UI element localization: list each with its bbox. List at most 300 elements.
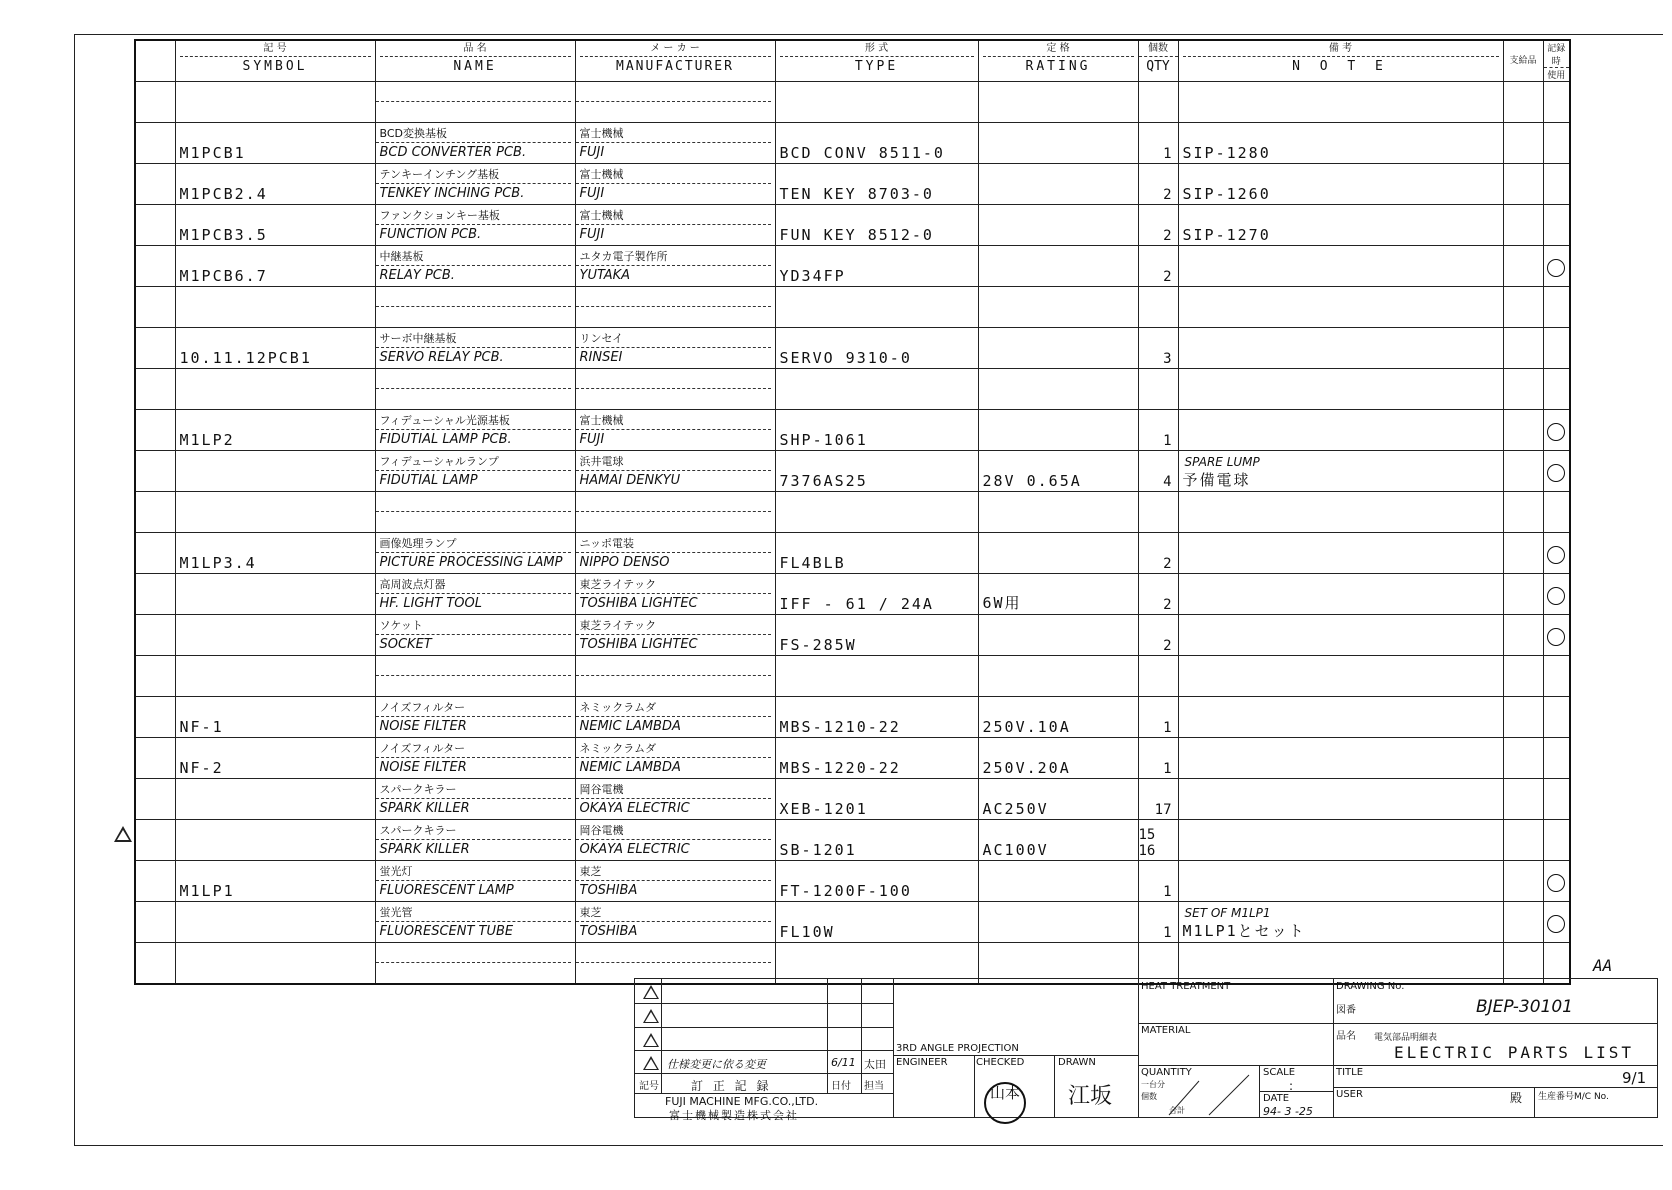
supply-cell <box>1503 492 1543 533</box>
symbol-cell <box>175 820 375 861</box>
row-index-cell <box>135 164 175 205</box>
record-cell <box>1543 451 1570 492</box>
qty-cell <box>1138 369 1178 410</box>
name-cell: ソケット SOCKET <box>375 615 575 656</box>
rating-cell <box>978 164 1138 205</box>
name-cell: スパークキラー SPARK KILLER <box>375 779 575 820</box>
manufacturer-cell <box>575 492 775 533</box>
type-cell <box>775 656 978 697</box>
header-supply: 支給品 <box>1503 40 1543 82</box>
supply-cell <box>1503 123 1543 164</box>
symbol-cell: NF-2 <box>175 738 375 779</box>
note-cell <box>1178 697 1503 738</box>
parts-table <box>134 39 1571 985</box>
header-rating: 定 格 RATING <box>978 40 1138 82</box>
supply-cell <box>1503 533 1543 574</box>
table-row <box>135 451 1570 492</box>
drawing-no-label: DRAWING No. <box>1336 981 1405 992</box>
rating-cell <box>978 615 1138 656</box>
record-cell <box>1543 123 1570 164</box>
row-index-cell <box>135 697 175 738</box>
symbol-cell <box>175 287 375 328</box>
table-row <box>135 82 1570 123</box>
supply-cell <box>1503 738 1543 779</box>
name-jp-label: 品名 <box>1336 1031 1356 1042</box>
manufacturer-cell <box>575 82 775 123</box>
symbol-cell <box>175 82 375 123</box>
row-index-cell <box>135 369 175 410</box>
qty-cell: 2 <box>1138 246 1178 287</box>
record-cell <box>1543 410 1570 451</box>
rev-symbol-label: 記号 <box>639 1081 659 1092</box>
table-row <box>135 656 1570 697</box>
row-index-cell <box>135 861 175 902</box>
symbol-cell: NF-1 <box>175 697 375 738</box>
type-cell: YD34FP <box>775 246 978 287</box>
qty-cell: 2 <box>1138 533 1178 574</box>
type-cell <box>775 287 978 328</box>
note-cell <box>1178 328 1503 369</box>
type-cell: IFF - 61 / 24A <box>775 574 978 615</box>
rating-cell <box>978 902 1138 943</box>
revision-triangle-icon <box>643 1009 659 1023</box>
type-cell: SB-1201 <box>775 820 978 861</box>
qty-cell <box>1138 287 1178 328</box>
qty-cell <box>1138 492 1178 533</box>
header-manufacturer: メ ー カ ー MANUFACTURER <box>575 40 775 82</box>
qty-cell: 1 <box>1138 861 1178 902</box>
record-cell <box>1543 779 1570 820</box>
table-row <box>135 328 1570 369</box>
drawn-label: DRAWN <box>1058 1057 1096 1068</box>
date-label: DATE <box>1263 1093 1290 1104</box>
rating-cell: AC100V <box>978 820 1138 861</box>
type-cell: MBS-1210-22 <box>775 697 978 738</box>
scale-value: : <box>1289 1079 1294 1093</box>
table-row <box>135 410 1570 451</box>
projection-label: 3RD ANGLE PROJECTION <box>896 1043 1019 1054</box>
qty-cell <box>1138 82 1178 123</box>
note-cell <box>1178 82 1503 123</box>
type-cell: SERVO 9310-0 <box>775 328 978 369</box>
revision-triangle-icon <box>643 1056 659 1070</box>
checked-stamp: 山本 <box>984 1082 1026 1124</box>
row-index-cell <box>135 246 175 287</box>
header-qty: 個数 QTY <box>1138 40 1178 82</box>
qty-part-label: 一台分 <box>1141 1080 1165 1089</box>
rating-cell <box>978 287 1138 328</box>
header-symbol: 記 号 SYMBOL <box>175 40 375 82</box>
rating-cell <box>978 123 1138 164</box>
name-cell: 画像処理ランプ PICTURE PROCESSING LAMP <box>375 533 575 574</box>
record-cell <box>1543 533 1570 574</box>
table-row <box>135 123 1570 164</box>
name-cell <box>375 82 575 123</box>
symbol-cell <box>175 656 375 697</box>
name-cell: 蛍光灯 FLUORESCENT LAMP <box>375 861 575 902</box>
record-cell <box>1543 902 1570 943</box>
type-cell: TEN KEY 8703-0 <box>775 164 978 205</box>
supply-cell <box>1503 697 1543 738</box>
engineer-label: ENGINEER <box>896 1057 948 1068</box>
rating-cell <box>978 82 1138 123</box>
revision-block <box>634 978 894 1122</box>
row-index-cell <box>135 410 175 451</box>
supply-cell <box>1503 615 1543 656</box>
qty-cell: 1 <box>1138 123 1178 164</box>
symbol-cell: M1PCB1 <box>175 123 375 164</box>
record-circle-icon <box>1547 587 1565 605</box>
record-cell <box>1543 246 1570 287</box>
qty-cell: 15 16 <box>1138 820 1178 861</box>
note-cell <box>1178 492 1503 533</box>
type-cell <box>775 82 978 123</box>
title-label: TITLE <box>1336 1067 1364 1078</box>
note-cell <box>1178 533 1503 574</box>
manufacturer-cell: 岡谷電機 OKAYA ELECTRIC <box>575 779 775 820</box>
manufacturer-cell: ニッポ電装 NIPPO DENSO <box>575 533 775 574</box>
drawing-no-jp-label: 図番 <box>1336 1005 1356 1016</box>
record-circle-icon <box>1547 464 1565 482</box>
table-row <box>135 492 1570 533</box>
symbol-cell: 10.11.12PCB1 <box>175 328 375 369</box>
symbol-cell: M1PCB2.4 <box>175 164 375 205</box>
note-cell <box>1178 820 1503 861</box>
type-cell <box>775 492 978 533</box>
supply-cell <box>1503 369 1543 410</box>
supply-cell <box>1503 328 1543 369</box>
table-row <box>135 615 1570 656</box>
manufacturer-cell: 富士機械 FUJI <box>575 123 775 164</box>
record-circle-icon <box>1547 546 1565 564</box>
quantity-slash <box>1159 1071 1259 1117</box>
symbol-cell: M1LP1 <box>175 861 375 902</box>
manufacturer-cell <box>575 656 775 697</box>
rating-cell <box>978 656 1138 697</box>
part-list-name-en: ELECTRIC PARTS LIST <box>1394 1043 1635 1062</box>
revision-triangle-icon <box>643 985 659 999</box>
name-cell: フィデューシャル光源基板 FIDUTIAL LAMP PCB. <box>375 410 575 451</box>
record-cell <box>1543 738 1570 779</box>
symbol-cell <box>175 902 375 943</box>
row-index-cell <box>135 615 175 656</box>
note-cell <box>1178 779 1503 820</box>
record-cell <box>1543 328 1570 369</box>
type-cell: FL4BLB <box>775 533 978 574</box>
manufacturer-cell: 東芝ライテック TOSHIBA LIGHTEC <box>575 574 775 615</box>
symbol-cell <box>175 369 375 410</box>
rating-cell: 250V.20A <box>978 738 1138 779</box>
material-label: MATERIAL <box>1141 1025 1191 1036</box>
record-cell <box>1543 861 1570 902</box>
manufacturer-cell: リンセイ RINSEI <box>575 328 775 369</box>
rating-cell <box>978 205 1138 246</box>
supply-cell <box>1503 861 1543 902</box>
user-label: USER <box>1336 1089 1363 1100</box>
rating-cell <box>978 533 1138 574</box>
table-header-row <box>135 40 1570 82</box>
table-row <box>135 861 1570 902</box>
record-cell <box>1543 574 1570 615</box>
record-cell <box>1543 369 1570 410</box>
manufacturer-cell: 富士機械 FUJI <box>575 164 775 205</box>
row-index-cell <box>135 328 175 369</box>
name-cell: フィデューシャルランプ FIDUTIAL LAMP <box>375 451 575 492</box>
qty-jp-label: 個数 <box>1141 1092 1157 1101</box>
record-cell <box>1543 820 1570 861</box>
qty-cell: 2 <box>1138 615 1178 656</box>
rating-cell <box>978 861 1138 902</box>
symbol-cell <box>175 943 375 985</box>
name-cell: テンキーインチング基板 TENKEY INCHING PCB. <box>375 164 575 205</box>
header-type: 形 式 TYPE <box>775 40 978 82</box>
name-cell: 高周波点灯器 HF. LIGHT TOOL <box>375 574 575 615</box>
note-cell: SIP-1270 <box>1178 205 1503 246</box>
table-row <box>135 287 1570 328</box>
manufacturer-cell: 東芝ライテック TOSHIBA LIGHTEC <box>575 615 775 656</box>
name-cell: 蛍光管 FLUORESCENT TUBE <box>375 902 575 943</box>
row-index-cell <box>135 779 175 820</box>
qty-cell: 2 <box>1138 205 1178 246</box>
name-cell: スパークキラー SPARK KILLER <box>375 820 575 861</box>
record-cell <box>1543 205 1570 246</box>
header-name: 品 名 NAME <box>375 40 575 82</box>
qty-cell: 2 <box>1138 164 1178 205</box>
manufacturer-cell: ネミックラムダ NEMIC LAMBDA <box>575 738 775 779</box>
rating-cell <box>978 369 1138 410</box>
name-cell: BCD変換基板 BCD CONVERTER PCB. <box>375 123 575 164</box>
row-index-cell <box>135 943 175 985</box>
heat-treatment-label: HEAT TREATMENT <box>1141 981 1231 992</box>
rating-cell <box>978 328 1138 369</box>
header-blank <box>135 40 175 82</box>
note-cell <box>1178 410 1503 451</box>
record-circle-icon <box>1547 259 1565 277</box>
supply-cell <box>1503 164 1543 205</box>
table-row <box>135 369 1570 410</box>
note-cell: SPARE LUMP 予備電球 <box>1178 451 1503 492</box>
table-row <box>135 738 1570 779</box>
note-cell <box>1178 369 1503 410</box>
type-cell: 7376AS25 <box>775 451 978 492</box>
supply-cell <box>1503 902 1543 943</box>
qty-cell: 2 <box>1138 574 1178 615</box>
table-row <box>135 820 1570 861</box>
qty-cell: 3 <box>1138 328 1178 369</box>
supply-cell <box>1503 574 1543 615</box>
record-cell <box>1543 492 1570 533</box>
initials-mark: AA <box>1593 956 1613 975</box>
note-cell <box>1178 246 1503 287</box>
record-cell <box>1543 164 1570 205</box>
rating-cell: 250V.10A <box>978 697 1138 738</box>
manufacturer-cell: ネミックラムダ NEMIC LAMBDA <box>575 697 775 738</box>
scale-label: SCALE <box>1263 1067 1296 1078</box>
table-row <box>135 779 1570 820</box>
drawing-number: BJEP-30101 <box>1476 997 1573 1017</box>
row-index-cell <box>135 451 175 492</box>
supply-cell <box>1503 779 1543 820</box>
revision-triangle-icon <box>114 826 132 842</box>
type-cell: BCD CONV 8511-0 <box>775 123 978 164</box>
record-circle-icon <box>1547 628 1565 646</box>
rating-cell: AC250V <box>978 779 1138 820</box>
rating-cell <box>978 492 1138 533</box>
record-cell <box>1543 82 1570 123</box>
revision-text: 仕様変更に依る変更 <box>667 1058 766 1071</box>
symbol-cell: M1PCB6.7 <box>175 246 375 287</box>
rev-date-label: 日付 <box>831 1081 851 1092</box>
name-cell <box>375 287 575 328</box>
rating-cell <box>978 410 1138 451</box>
table-row <box>135 164 1570 205</box>
supply-cell <box>1503 656 1543 697</box>
serial-label: 生産番号M/C No. <box>1538 1092 1609 1102</box>
supply-cell <box>1503 451 1543 492</box>
symbol-cell <box>175 615 375 656</box>
row-index-cell <box>135 123 175 164</box>
manufacturer-cell: 富士機械 FUJI <box>575 205 775 246</box>
record-cell <box>1543 287 1570 328</box>
manufacturer-cell: 東芝 TOSHIBA <box>575 902 775 943</box>
row-index-cell <box>135 574 175 615</box>
company-name-en: FUJI MACHINE MFG.CO.,LTD. <box>665 1095 819 1108</box>
record-circle-icon <box>1547 915 1565 933</box>
row-index-cell <box>135 82 175 123</box>
type-cell: XEB-1201 <box>775 779 978 820</box>
row-index-cell <box>135 205 175 246</box>
supply-cell <box>1503 410 1543 451</box>
supply-cell <box>1503 820 1543 861</box>
company-name-jp: 富士機械製造株式会社 <box>669 1109 799 1122</box>
header-record: 記録時 使用 <box>1543 40 1570 82</box>
supply-cell <box>1503 205 1543 246</box>
name-cell: ノイズフィルター NOISE FILTER <box>375 738 575 779</box>
name-cell: 中継基板 RELAY PCB. <box>375 246 575 287</box>
symbol-cell <box>175 574 375 615</box>
record-circle-icon <box>1547 423 1565 441</box>
manufacturer-cell: ユタカ電子製作所 YUTAKA <box>575 246 775 287</box>
manufacturer-cell: 岡谷電機 OKAYA ELECTRIC <box>575 820 775 861</box>
rev-person-label: 担当 <box>864 1081 884 1092</box>
manufacturer-cell <box>575 287 775 328</box>
qty-cell: 1 <box>1138 410 1178 451</box>
type-cell <box>775 369 978 410</box>
table-row <box>135 574 1570 615</box>
drawn-signature: 江坂 <box>1068 1084 1113 1109</box>
revision-by: 太田 <box>864 1058 886 1071</box>
row-index-cell <box>135 287 175 328</box>
supply-cell <box>1503 246 1543 287</box>
qty-cell: 17 <box>1138 779 1178 820</box>
table-row <box>135 902 1570 943</box>
type-cell: FUN KEY 8512-0 <box>775 205 978 246</box>
supply-cell <box>1503 287 1543 328</box>
table-row <box>135 246 1570 287</box>
note-cell: SIP-1260 <box>1178 164 1503 205</box>
type-cell: FT-1200F-100 <box>775 861 978 902</box>
note-cell <box>1178 615 1503 656</box>
qty-cell: 4 <box>1138 451 1178 492</box>
revision-date: 6/11 <box>831 1056 856 1069</box>
type-cell: FS-285W <box>775 615 978 656</box>
supply-cell <box>1503 82 1543 123</box>
row-index-cell <box>135 533 175 574</box>
qty-cell: 1 <box>1138 902 1178 943</box>
name-cell: ノイズフィルター NOISE FILTER <box>375 697 575 738</box>
row-index-cell <box>135 820 175 861</box>
qty-cell: 1 <box>1138 697 1178 738</box>
symbol-cell <box>175 779 375 820</box>
user-suffix: 殿 <box>1510 1091 1523 1105</box>
manufacturer-cell: 東芝 TOSHIBA <box>575 861 775 902</box>
rev-record-label: 訂 正 記 録 <box>691 1079 772 1093</box>
name-cell: ファンクションキー基板 FUNCTION PCB. <box>375 205 575 246</box>
symbol-cell: M1PCB3.5 <box>175 205 375 246</box>
date-value: 94- 3 -25 <box>1263 1105 1313 1118</box>
symbol-cell <box>175 492 375 533</box>
record-circle-icon <box>1547 874 1565 892</box>
note-cell <box>1178 738 1503 779</box>
revision-triangle-icon <box>643 1033 659 1047</box>
type-cell: SHP-1061 <box>775 410 978 451</box>
table-row <box>135 697 1570 738</box>
manufacturer-cell: 富士機械 FUJI <box>575 410 775 451</box>
name-cell <box>375 492 575 533</box>
name-cell <box>375 656 575 697</box>
manufacturer-cell <box>575 369 775 410</box>
treatment-block <box>1138 978 1334 1118</box>
type-cell: MBS-1220-22 <box>775 738 978 779</box>
record-cell <box>1543 615 1570 656</box>
row-index-cell <box>135 902 175 943</box>
record-cell <box>1543 656 1570 697</box>
name-cell: サーボ中継基板 SERVO RELAY PCB. <box>375 328 575 369</box>
note-cell <box>1178 574 1503 615</box>
note-cell <box>1178 287 1503 328</box>
quantity-label: QUANTITY <box>1141 1067 1192 1078</box>
part-list-name-jp: 電気部品明細表 <box>1374 1033 1438 1043</box>
note-cell <box>1178 656 1503 697</box>
checked-label: CHECKED <box>976 1057 1025 1068</box>
name-cell <box>375 369 575 410</box>
symbol-cell <box>175 451 375 492</box>
rating-cell: 28V 0.65A <box>978 451 1138 492</box>
qty-total-label: 合計 <box>1169 1106 1185 1115</box>
qty-cell <box>1138 656 1178 697</box>
note-cell: SET OF M1LP1 M1LP1とセット <box>1178 902 1503 943</box>
row-index-cell <box>135 738 175 779</box>
type-cell: FL10W <box>775 902 978 943</box>
page-number: 9/1 <box>1622 1069 1647 1087</box>
table-row <box>135 533 1570 574</box>
rating-cell <box>978 246 1138 287</box>
name-cell <box>375 943 575 985</box>
row-index-cell <box>135 656 175 697</box>
table-row <box>135 205 1570 246</box>
rating-cell: 6W用 <box>978 574 1138 615</box>
note-cell: SIP-1280 <box>1178 123 1503 164</box>
drawing-info-block <box>1333 978 1658 1118</box>
row-index-cell <box>135 492 175 533</box>
record-cell <box>1543 697 1570 738</box>
qty-cell: 1 <box>1138 738 1178 779</box>
symbol-cell: M1LP2 <box>175 410 375 451</box>
header-note: 備 考 N O T E <box>1178 40 1503 82</box>
note-cell <box>1178 861 1503 902</box>
symbol-cell: M1LP3.4 <box>175 533 375 574</box>
manufacturer-cell: 浜井電球 HAMAI DENKYU <box>575 451 775 492</box>
